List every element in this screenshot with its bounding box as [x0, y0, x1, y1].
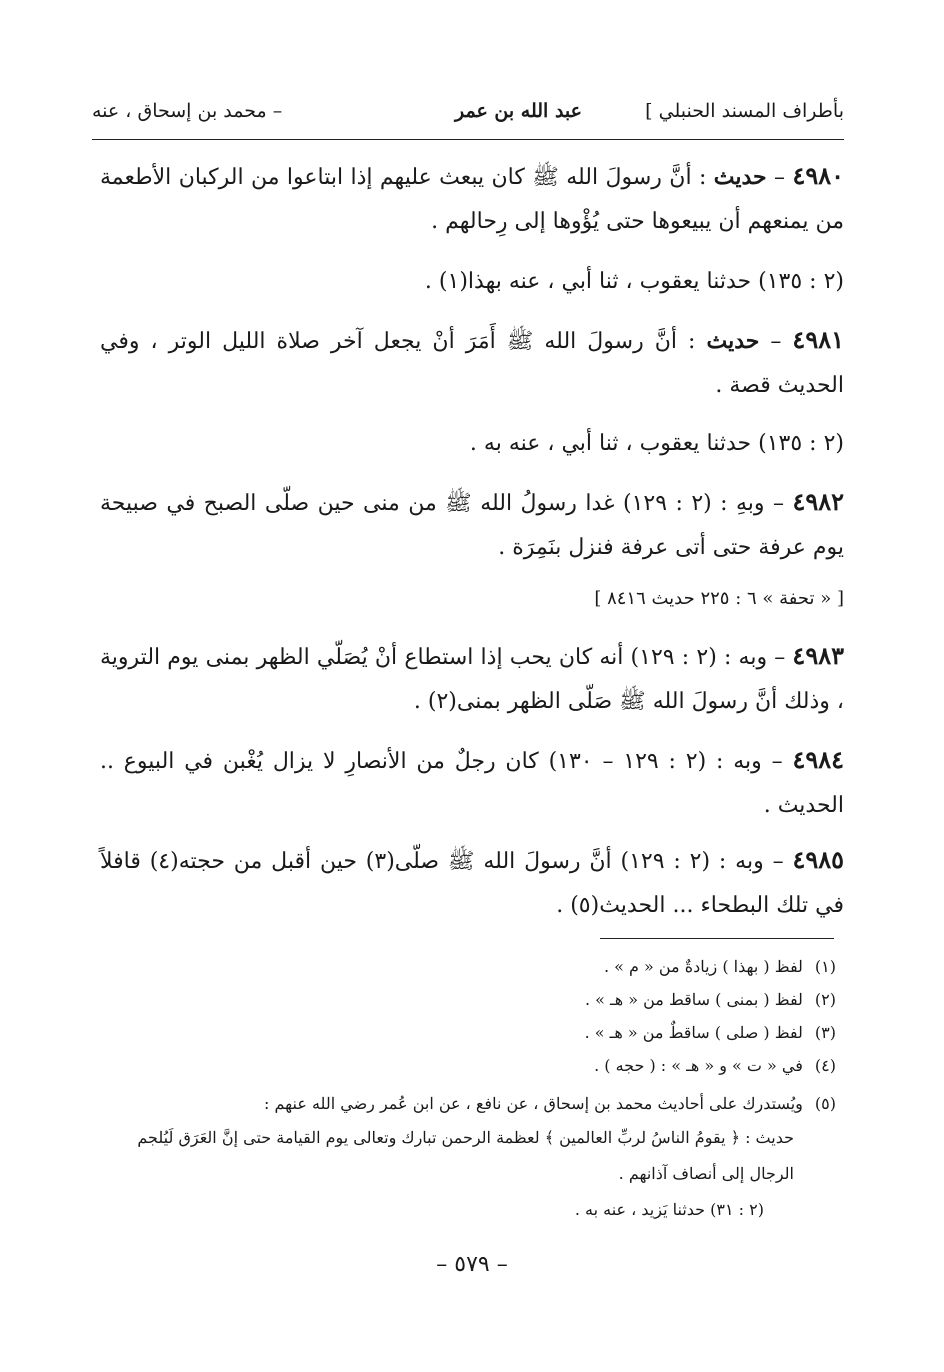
footnote-label: (٥): [814, 1094, 836, 1113]
footnote-text: لفظ ( بمنى ) ساقط من « هـ » .: [584, 990, 803, 1009]
footnote-label: (٢): [814, 990, 836, 1009]
hadith-number: ٤٩٨٠: [792, 161, 845, 190]
hadith-keyword: حديث: [706, 328, 760, 354]
footnote-continuation: حديث : ﴿ يقومُ الناسُ لربِّ العالمين ﴾ لعظمة الرحمن تبارك وتعالى يوم القيامة حتى إنَّ العَرَق لَيُلجم: [137, 1128, 794, 1147]
footnote-label: (٤): [814, 1056, 836, 1075]
hadith-text: : أنَّ رسولَ الله ﷺ كان يبعث عليهم إذا ابتاعوا من الركبان الأطعمة من يمنعهم أن يبيعوها حتى يُؤْوها إلى رِحالهم .: [100, 165, 844, 234]
footnote-continuation: الرجال إلى أنصاف آذانهم .: [618, 1164, 794, 1183]
hadith-text: : أنَّ رسولَ الله ﷺ أَمَرَ أنْ يجعل آخر صلاة الليل الوتر ، وفي الحديث قصة .: [100, 329, 844, 398]
footnote-label: (١): [814, 957, 836, 976]
tuhfa-reference: [ « تحفة » ٦ : ٢٢٥ حديث ٨٤١٦ ]: [594, 588, 844, 609]
hadith-entry: ٤٩٨٥ – وبه : (٢ : ١٢٩) أنَّ رسولَ الله ﷺ صلّى(٣) حين أقبل من حجته(٤) قافلاً في تلك البطحاء ... الحديث(٥) .: [100, 845, 845, 918]
footnote: [100, 1049, 836, 1082]
hadith-number: ٤٩٨٢: [792, 487, 844, 516]
hadith-text: وبه : (٢ : ١٢٩ – ١٣٠) كان رجلٌ من الأنصارِ لا يزال يُغْبن في البيوع .. الحديث .: [100, 749, 844, 818]
footnote: [100, 1087, 836, 1120]
footnote: [100, 983, 836, 1016]
hadith-keyword: حديث: [713, 164, 767, 190]
hadith-entry: ٤٩٨٢ – وبهِ : (٢ : ١٢٩) غدا رسولُ الله ﷺ من منى حين صلّى الصبح في صبيحة يوم عرفة حتى أتى عرفة فنزل بنَمِرَة .: [100, 487, 844, 560]
footnote-continuation: (٢ : ٣١) حدثنا يَزيد ، عنه به .: [574, 1200, 764, 1219]
hadith-entry: ٤٩٨١ – حديث : أنَّ رسولَ الله ﷺ أَمَرَ أنْ يجعل آخر صلاة الليل الوتر ، وفي الحديث قصة .: [100, 325, 844, 398]
footnote: [100, 1016, 836, 1049]
hadith-entry: ٤٩٨٠ – حديث : أنَّ رسولَ الله ﷺ كان يبعث عليهم إذا ابتاعوا من الركبان الأطعمة من يمنعهم أن يبيعوها حتى يُؤْوها إلى رِحالهم .: [100, 161, 845, 234]
footnote-label: (٣): [814, 1023, 836, 1042]
header-rule: [92, 139, 844, 140]
hadith-reference: (٢ : ١٣٥) حدثنا يعقوب ، ثنا أبي ، عنه بهذا(١) .: [424, 269, 844, 294]
footnote-text: لفظ ( بهذا ) زيادةٌ من « م » .: [603, 957, 803, 976]
hadith-entry: ٤٩٨٣ – وبه : (٢ : ١٢٩) أنه كان يحب إذا استطاع أنْ يُصَلّي الظهر بمنى يوم التروية ، وذلك أنَّ رسولَ الله ﷺ صَلّى الظهر بمنى(٢) .: [100, 641, 844, 714]
footnote-text: ويُستدرك على أحاديث محمد بن إسحاق ، عن نافع ، عن ابن عُمر رضي الله عنهم :: [264, 1094, 803, 1113]
running-header: [92, 96, 844, 130]
hadith-text: وبه : (٢ : ١٢٩) أنَّ رسولَ الله ﷺ صلّى(٣) حين أقبل من حجته(٤) قافلاً في تلك البطحاء ... الحديث(٥) .: [100, 849, 844, 918]
hadith-number: ٤٩٨٣: [792, 641, 844, 670]
hadith-number: ٤٩٨٥: [792, 845, 845, 874]
footnote-text: لفظ ( صلى ) ساقطٌ من « هـ » .: [584, 1023, 803, 1042]
hadith-text: وبهِ : (٢ : ١٢٩) غدا رسولُ الله ﷺ من منى حين صلّى الصبح في صبيحة يوم عرفة حتى أتى عرفة فنزل بنَمِرَة .: [100, 491, 844, 560]
hadith-number: ٤٩٨٤: [792, 745, 845, 774]
hadith-text: وبه : (٢ : ١٢٩) أنه كان يحب إذا استطاع أنْ يُصَلّي الظهر بمنى يوم التروية ، وذلك أنَّ رسولَ الله ﷺ صَلّى الظهر بمنى(٢) .: [100, 645, 844, 714]
footnote-text: في « ت » و « هـ » : ( حجه ) .: [594, 1056, 803, 1075]
header-book-title: بأطراف المسند الحنبلي ]: [645, 100, 844, 122]
hadith-number: ٤٩٨١: [792, 325, 844, 354]
footnote-rule: [600, 938, 834, 939]
page-number: – ٥٧٩ –: [436, 1252, 508, 1277]
footnote: [100, 950, 836, 983]
header-narrator: – محمد بن إسحاق ، عنه: [92, 100, 283, 122]
hadith-entry: ٤٩٨٤ – وبه : (٢ : ١٢٩ – ١٣٠) كان رجلٌ من الأنصارِ لا يزال يُغْبن في البيوع .. الحديث .: [100, 745, 845, 818]
hadith-reference: (٢ : ١٣٥) حدثنا يعقوب ، ثنا أبي ، عنه به .: [469, 431, 844, 456]
header-section-title: عبد الله بن عمر: [455, 100, 582, 122]
